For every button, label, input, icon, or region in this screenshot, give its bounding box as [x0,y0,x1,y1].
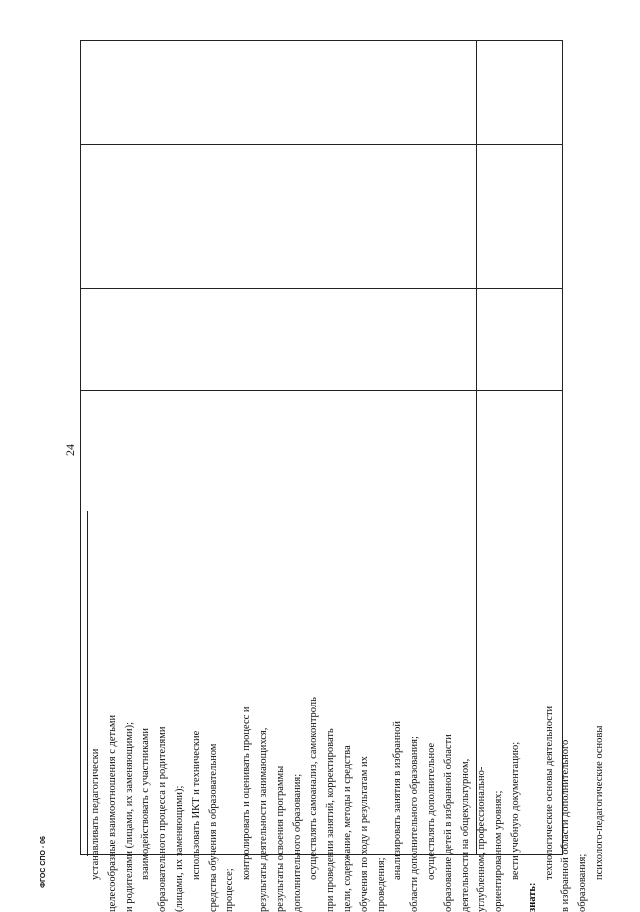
text-line: анализировать занятия в избранной [392,721,404,880]
text-line: целесообразные взаимоотношения с детьми [106,714,118,912]
text-line: деятельности на общекультурном, [459,758,471,912]
text-line: проведения; [375,857,387,912]
text-line: результаты деятельности занимающихся, [257,727,269,912]
column-divider [81,288,562,289]
text-line: ориентированном уровнях; [493,790,505,912]
column-divider [81,390,562,391]
competence-text-cell [86,572,605,912]
text-line: и родителями (лицами, их заменяющими); [123,721,135,912]
text-line: образования; [577,853,589,912]
text-line: углубленном, профессионально- [476,766,488,912]
text-line: области дополнительного образования; [409,736,421,912]
section-label-know: знать: [526,882,538,912]
text-line: дополнительного образования; [291,773,303,912]
text-line: технологические основы деятельности [543,705,555,880]
text-line: процессе; [224,868,236,912]
page-number: 24 [63,444,77,456]
text-line: в избранной области дополнительного [560,739,572,912]
text-line: устанавливать педагогически [90,748,101,880]
text-line: психолого-педагогические основы [593,725,605,880]
footer-standard-code: ФГОС СПО - 06 [40,836,47,888]
text-line: использовать ИКТ и технические [190,730,202,880]
text-line: результаты освоения программы [274,765,286,912]
text-line: средства обучения в образовательном [207,743,219,912]
text-line: при проведении занятий, корректировать [325,728,337,912]
column-divider [81,144,562,145]
text-line: осуществлять самоанализ, самоконтроль [308,697,320,880]
text-line: обучения по ходу и результатам их [358,756,370,912]
text-line: осуществлять дополнительное [425,742,437,880]
text-line: (лицами, их заменяющими); [173,785,185,912]
text-line: образование детей в избранной области [442,734,454,912]
text-line: взаимодействовать с участниками [140,727,152,880]
text-line: вести учебную документацию; [509,741,521,880]
text-line: контролировать и оценивать процесс и [241,706,253,880]
text-line: цели, содержание, методы и средства [341,745,353,912]
text-line: образовательного процесса и родителями [157,726,169,912]
